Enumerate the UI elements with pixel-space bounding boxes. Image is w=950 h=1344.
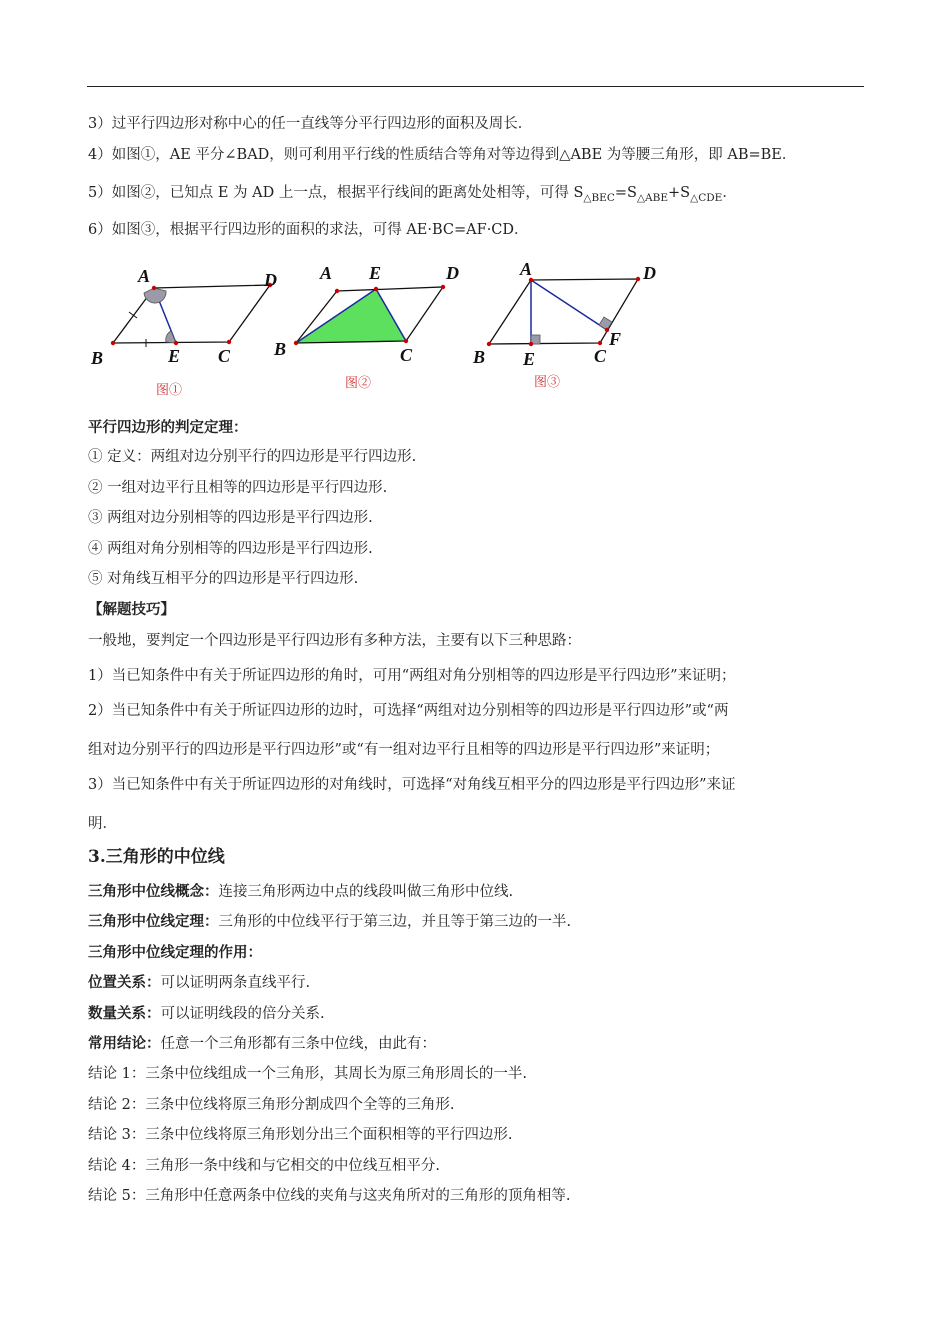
fig3-label-d: D bbox=[643, 263, 656, 283]
tips-line-2: 1）当已知条件中有关于所证四边形的角时，可用“两组对角分别相等的四边形是平行四边形”来证明； bbox=[88, 668, 736, 684]
intro-item-5: 5）如图②，已知点 E 为 AD 上一点，根据平行线间的距离处处相等，可得 $S_{\triangle BEC}=S_{\triangle ABE}+S_{\triangle CDE}$． bbox=[88, 185, 737, 204]
midline-position: 位置关系：可以证明两条直线平行. bbox=[88, 974, 311, 991]
fig2-caption: 图② bbox=[345, 375, 372, 390]
tips-title: 【解题技巧】 bbox=[88, 601, 175, 618]
fig3-label-a: A bbox=[520, 259, 533, 279]
fig3-label-b: B bbox=[473, 347, 486, 367]
fig2-label-c: C bbox=[400, 345, 413, 365]
fig1-label-c: C bbox=[218, 346, 231, 366]
intro-item-4: 4）如图①，AE 平分∠BAD，则可利用平行线的性质结合等角对等边得到△ABE 为等腰三角形，即 AB=BE． bbox=[88, 147, 797, 163]
criterion-5: ⑤ 对角线互相平分的四边形是平行四边形. bbox=[88, 571, 359, 587]
figure-3 bbox=[468, 255, 668, 400]
intro-item-3: 3）过平行四边形对称中心的任一直线等分平行四边形的面积及周长． bbox=[88, 116, 533, 132]
conclusion-3: 结论 3：三条中位线将原三角形划分出三个面积相等的平行四边形. bbox=[88, 1127, 513, 1143]
conclusion-5: 结论 5：三角形中任意两条中位线的夹角与这夹角所对的三角形的顶角相等. bbox=[88, 1188, 571, 1204]
conclusion-4: 结论 4：三角形一条中线和与它相交的中位线互相平分. bbox=[88, 1158, 440, 1174]
figure-1 bbox=[86, 258, 286, 403]
criterion-3: ③ 两组对边分别相等的四边形是平行四边形. bbox=[88, 510, 373, 526]
criteria-title: 平行四边形的判定定理： bbox=[88, 419, 248, 436]
fig3-label-c: C bbox=[594, 346, 607, 366]
section-title: 3.三角形的中位线 bbox=[88, 847, 225, 867]
criterion-2: ② 一组对边平行且相等的四边形是平行四边形. bbox=[88, 480, 388, 496]
fig3-label-f: F bbox=[609, 329, 622, 349]
tips-line-4: 组对边分别平行的四边形是平行四边形”或“有一组对边平行且相等的四边形是平行四边形”来证明； bbox=[88, 742, 720, 758]
fig1-label-a: A bbox=[138, 266, 151, 286]
midline-theorem: 三角形中位线定理：三角形的中位线平行于第三边，并且等于第三边的一半. bbox=[88, 913, 572, 930]
tips-line-5: 3）当已知条件中有关于所证四边形的对角线时，可选择“对角线互相平分的四边形是平行四边形”来证 bbox=[88, 777, 736, 793]
tips-line-1: 一般地，要判定一个四边形是平行四边形有多种方法，主要有以下三种思路： bbox=[88, 633, 581, 649]
fig1-label-b: B bbox=[91, 348, 104, 368]
tips-line-3: 2）当已知条件中有关于所证四边形的边时，可选择“两组对边分别相等的四边形是平行四边形”或“两 bbox=[88, 703, 729, 719]
midline-common: 常用结论：任意一个三角形都有三条中位线，由此有： bbox=[88, 1035, 436, 1052]
midline-quantity: 数量关系：可以证明线段的倍分关系. bbox=[88, 1005, 325, 1022]
fig2-label-e: E bbox=[369, 263, 382, 283]
tips-line-6: 明． bbox=[88, 816, 117, 832]
intro-item-6: 6）如图③，根据平行四边形的面积的求法，可得 AE·BC=AF·CD． bbox=[88, 222, 529, 238]
fig3-caption: 图③ bbox=[534, 374, 561, 389]
conclusion-1: 结论 1：三条中位线组成一个三角形，其周长为原三角形周长的一半. bbox=[88, 1066, 527, 1082]
fig1-label-e: E bbox=[168, 346, 181, 366]
midline-uses-title: 三角形中位线定理的作用： bbox=[88, 944, 262, 961]
midline-concept: 三角形中位线概念：连接三角形两边中点的线段叫做三角形中位线. bbox=[88, 883, 514, 900]
figure-2 bbox=[270, 255, 470, 400]
criterion-4: ④ 两组对角分别相等的四边形是平行四边形. bbox=[88, 541, 373, 557]
criterion-1: ① 定义：两组对边分别平行的四边形是平行四边形. bbox=[88, 449, 417, 465]
conclusion-2: 结论 2：三条中位线将原三角形分割成四个全等的三角形. bbox=[88, 1097, 455, 1113]
fig2-label-d: D bbox=[446, 263, 459, 283]
header-rule bbox=[87, 86, 864, 87]
fig1-caption: 图① bbox=[156, 382, 183, 397]
fig3-label-e: E bbox=[523, 349, 536, 369]
fig1-label-d: D bbox=[264, 270, 277, 290]
fig2-label-a: A bbox=[320, 263, 333, 283]
fig2-label-b: B bbox=[274, 339, 287, 359]
